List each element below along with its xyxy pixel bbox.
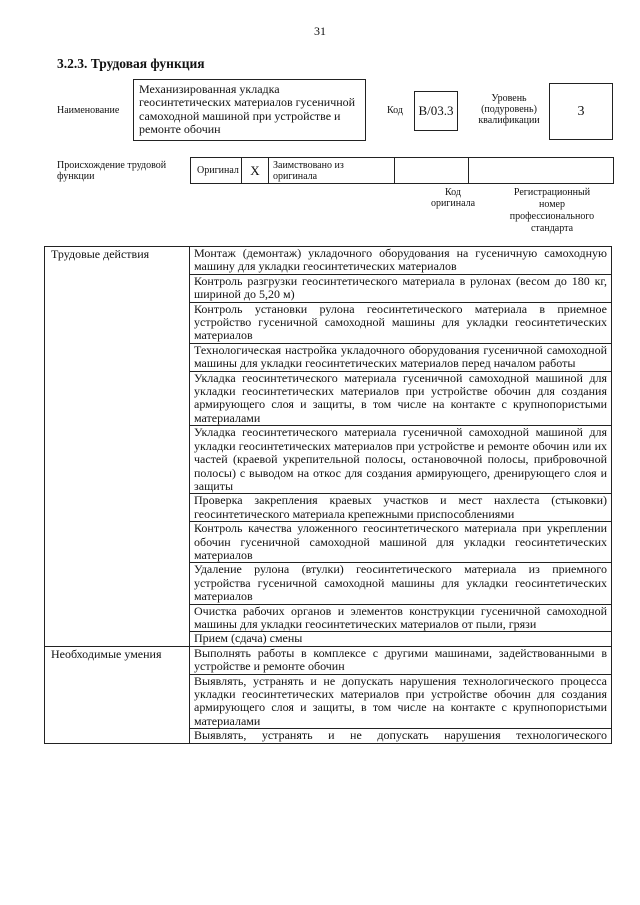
skill-item: Выявлять, устранять и не допускать нарушения технологического процесса укладки геосинтетических материалов при устройстве обочин для создания армирующего слоя и защиты, в том числе на контакте с крупнопористыми материалами (190, 674, 612, 729)
level-label: Уровень (подуровень) квалификации (478, 93, 540, 126)
name-label: Наименование (57, 105, 120, 116)
labor-action: Прием (сдача) смены (190, 632, 612, 646)
labor-action: Проверка закрепления краевых участков и мест нахлеста (стыковки) геосинтетического материала крепежными приспособлениями (190, 494, 612, 522)
origin-label: Происхождение трудовой функции (57, 160, 167, 182)
labor-action: Очистка рабочих органов и элементов конструкции гусеничной самоходной машины для укладки геосинтетических материалов от пыли, грязи (190, 604, 612, 632)
skill-item: Выявлять, устранять и не допускать нарушения технологического (190, 729, 612, 743)
page-number: 31 (314, 24, 326, 38)
level-value-box: 3 (549, 83, 613, 140)
skills-heading: Необходимые умения (45, 646, 190, 743)
origin-row (190, 157, 615, 184)
section-title: 3.2.3. Трудовая функция (57, 56, 205, 71)
labor-action: Укладка геосинтетического материала гусеничной самоходной машиной для укладки геосинтетических материалов при устройстве обочин для создания армирующего слоя и защиты, в том числе на контакте с крупнопористыми материалами (190, 371, 612, 426)
registration-caption: Регистрационный номер профессионального стандарта (509, 187, 595, 234)
labor-action: Технологическая настройка укладочного оборудования гусеничной самоходной машины для укладки геосинтетических материалов перед началом работы (190, 343, 612, 371)
labor-action: Удаление рулона (втулки) геосинтетического материала из приемного устройства гусеничной самоходной машины для укладки геосинтетических материалов (190, 563, 612, 604)
labor-action: Монтаж (демонтаж) укладочного оборудования на гусеничную самоходную машину для укладки геосинтетических материалов (190, 247, 612, 275)
labor-action: Контроль установки рулона геосинтетического материала в приемное устройство гусеничной самоходной машины для укладки геосинтетических материалов (190, 302, 612, 343)
code-label: Код (387, 105, 403, 116)
labor-actions-heading: Трудовые действия (45, 247, 190, 647)
code-value-box: B/03.3 (414, 91, 458, 131)
function-name-box: Механизированная укладка геосинтетических материалов гусеничной самоходной машиной при устройстве и ремонте обочин (133, 79, 366, 141)
original-code-cell (394, 157, 469, 184)
skill-item: Выполнять работы в комплексе с другими машинами, задействованными в устройстве и ремонте обочин (190, 646, 612, 674)
original-cell: Оригинал (190, 157, 242, 184)
labor-action: Контроль качества уложенного геосинтетического материала при укреплении обочин гусеничной самоходной машиной для укладки геосинтетических материалов (190, 522, 612, 563)
labor-action: Укладка геосинтетического материала гусеничной самоходной машиной для укладки геосинтетических материалов при устройстве и ремонте обочин или их частей (краевой укрепительной полосы, остановочной полосы, прибровочной полосы) с выводом на откос для создания армирующего, дренирующего слоя и защиты (190, 426, 612, 494)
code-caption: Код оригинала (430, 187, 476, 209)
labor-action: Контроль разгрузки геосинтетического материала в рулонах (весом до 180 кг, шириной до 5,20 м) (190, 274, 612, 302)
registration-number-cell (468, 157, 614, 184)
original-mark: X (241, 157, 269, 184)
labor-function-table (44, 246, 612, 744)
borrowed-cell: Заимствовано из оригинала (268, 157, 395, 184)
